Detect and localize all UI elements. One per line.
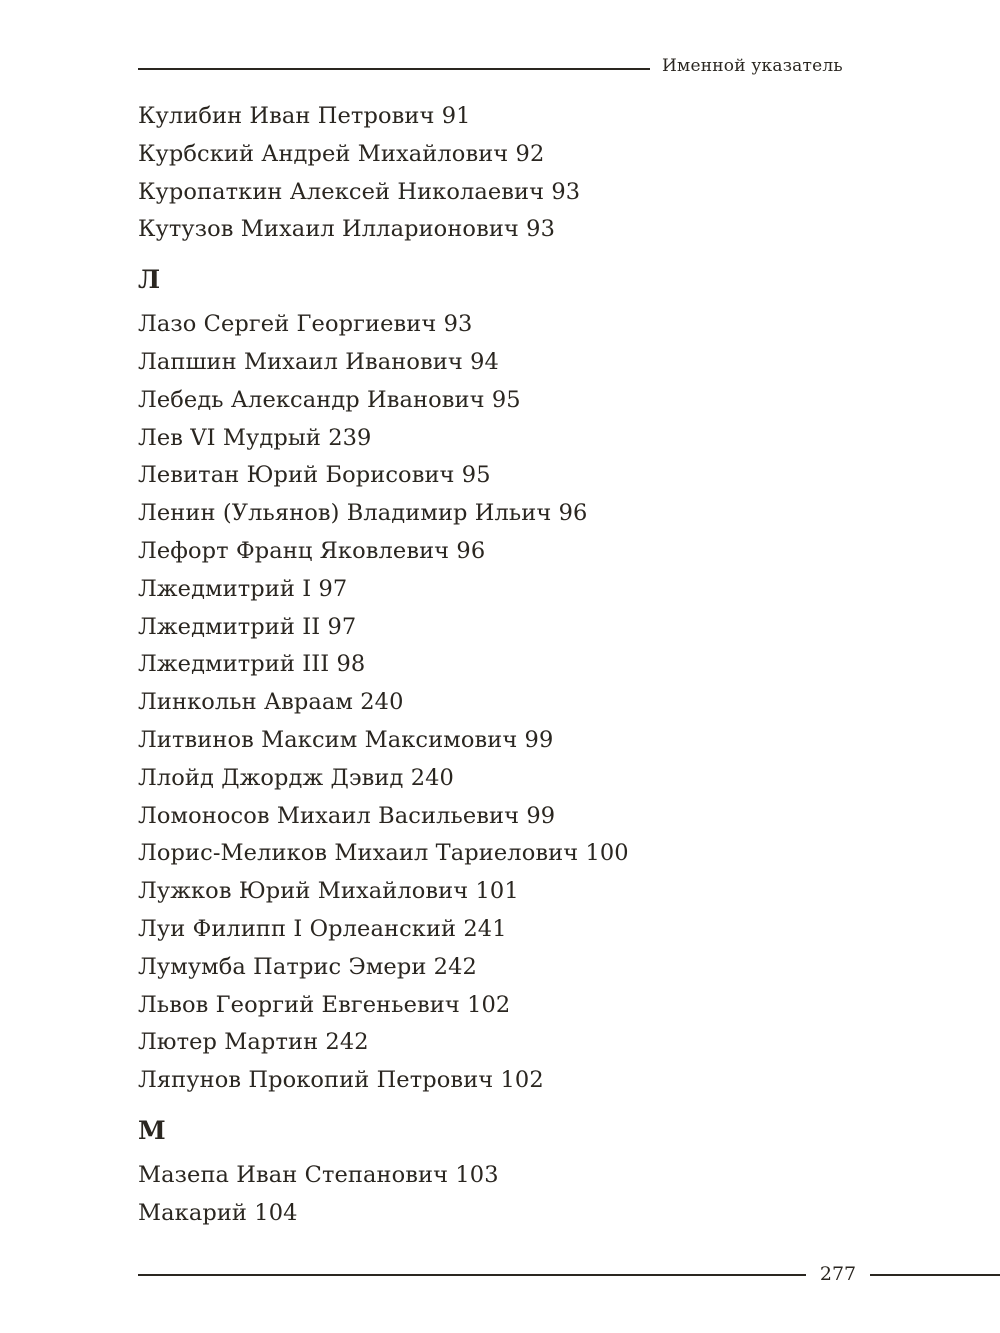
index-entry: Литвинов Максим Максимович 99 bbox=[138, 726, 554, 753]
index-entry: Лефорт Франц Яковлевич 96 bbox=[138, 537, 486, 564]
index-entry: Ленин (Ульянов) Владимир Ильич 96 bbox=[138, 500, 588, 527]
name-index bbox=[138, 98, 898, 1233]
index-entry: Лжедмитрий II 97 bbox=[138, 613, 357, 640]
index-entry: Львов Георгий Евгеньевич 102 bbox=[138, 991, 511, 1018]
footer-rule-right bbox=[870, 1274, 1000, 1276]
index-entry: Лжедмитрий I 97 bbox=[138, 575, 348, 602]
index-entry: Макарий 104 bbox=[138, 1199, 298, 1226]
index-entry: Лапшин Михаил Иванович 94 bbox=[138, 348, 499, 375]
index-section-m bbox=[138, 1114, 898, 1233]
index-entry: Ломоносов Михаил Васильевич 99 bbox=[138, 802, 556, 829]
index-entry: Лютер Мартин 242 bbox=[138, 1029, 369, 1056]
index-entry: Луи Филипп I Орлеанский 241 bbox=[138, 915, 507, 942]
index-entry: Лужков Юрий Михайлович 101 bbox=[138, 878, 519, 905]
running-title: Именной указатель bbox=[662, 56, 843, 76]
index-entry: Ллойд Джордж Дэвид 240 bbox=[138, 764, 454, 791]
index-entry: Лорис-Меликов Михаил Тариелович 100 bbox=[138, 840, 629, 867]
page-number: 277 bbox=[819, 1263, 857, 1285]
index-entry: Ляпунов Прокопий Петрович 102 bbox=[138, 1067, 544, 1094]
index-entry: Лумумба Патрис Эмери 242 bbox=[138, 953, 477, 980]
index-entry: Курбский Андрей Михайлович 92 bbox=[138, 140, 545, 167]
header-rule bbox=[138, 68, 650, 70]
index-entry: Куропаткин Алексей Николаевич 93 bbox=[138, 178, 581, 205]
section-letter: М bbox=[138, 1115, 166, 1145]
index-entry: Линкольн Авраам 240 bbox=[138, 689, 404, 716]
index-entry: Левитан Юрий Борисович 95 bbox=[138, 462, 491, 489]
section-letter: Л bbox=[138, 265, 161, 295]
index-entry: Лазо Сергей Георгиевич 93 bbox=[138, 311, 473, 338]
index-section-k bbox=[138, 98, 898, 249]
index-entry: Лебедь Александр Иванович 95 bbox=[138, 386, 521, 413]
index-section-l bbox=[138, 263, 898, 1100]
index-entry: Лев VI Мудрый 239 bbox=[138, 424, 372, 451]
index-entry: Кулибин Иван Петрович 91 bbox=[138, 103, 471, 129]
index-entry: Кутузов Михаил Илларионович 93 bbox=[138, 216, 555, 243]
index-entry: Мазепа Иван Степанович 103 bbox=[138, 1161, 499, 1188]
index-entry: Лжедмитрий III 98 bbox=[138, 651, 366, 678]
footer-rule-left bbox=[138, 1274, 806, 1276]
